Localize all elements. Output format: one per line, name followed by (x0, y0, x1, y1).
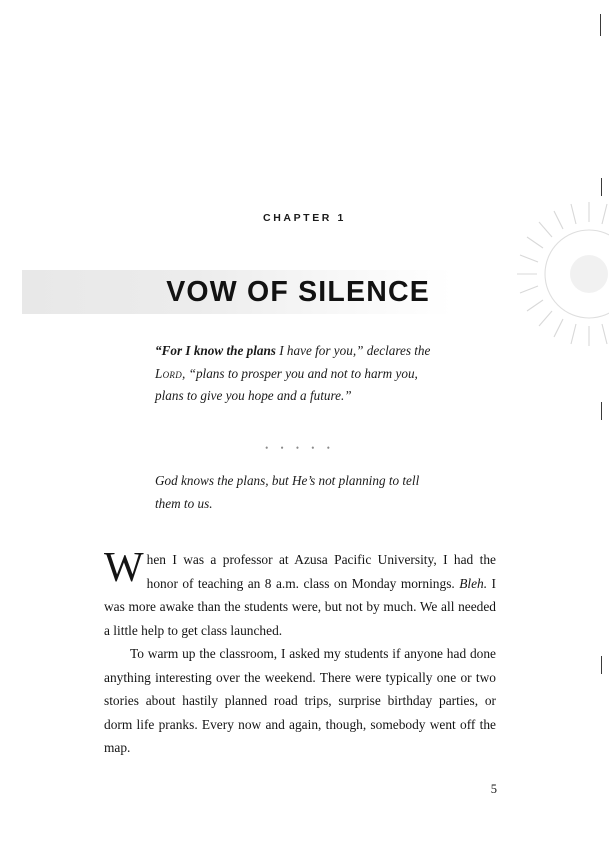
paragraph-1-part-2: I was more awake than the students were, but not by much. We all needed a little help to get class launched. (104, 575, 496, 638)
crop-mark-right-3 (601, 656, 602, 674)
epigraph2-line1: God knows the plans, but He’s not planning (155, 473, 386, 488)
epigraph-line2-post: , “plans to prosper you and (182, 365, 328, 381)
drop-cap: W (104, 545, 144, 591)
epigraph-line1-bold: “For I know the plans (155, 343, 276, 358)
paragraph-1-italic: Bleh. (459, 575, 488, 591)
epigraph-line2-pre: declares the (366, 343, 431, 358)
epigraph-scripture (155, 340, 445, 408)
paragraph-1-part-1: hen I was a professor at Azusa Pacific University, I had the honor of teaching an 8 a.m. class on Monday mornings. (146, 552, 496, 591)
epigraph-line1-rest: I have for you,” (275, 343, 364, 358)
epigraph-lord-smallcaps: Lord (155, 365, 183, 381)
epigraph-line3: not to harm you, plans to give you hope and (155, 365, 418, 403)
paragraph-2: To warm up the classroom, I asked my students if anyone had done anything interesting over the weekend. There were typically one or two stories about hastily planned road trips, surprise birthday parties, or dorm life pranks. Every now and again, though, somebody went off the map. (104, 646, 496, 755)
epigraph-secondary (155, 470, 445, 515)
body-text (104, 545, 496, 760)
crop-mark-right-1 (601, 178, 602, 196)
chapter-label: CHAPTER 1 (263, 212, 346, 224)
page-number: 5 (490, 782, 497, 796)
page-title: VOW OF SILENCE (166, 276, 430, 308)
paragraph-1 (104, 545, 496, 642)
epigraph-line4: a future.” (300, 388, 352, 403)
epigraph2-line2: to tell them to us. (155, 473, 420, 511)
dot-divider: • • • • • (265, 443, 335, 453)
crop-mark-right-2 (601, 402, 602, 420)
crop-mark-top-right (600, 14, 601, 36)
